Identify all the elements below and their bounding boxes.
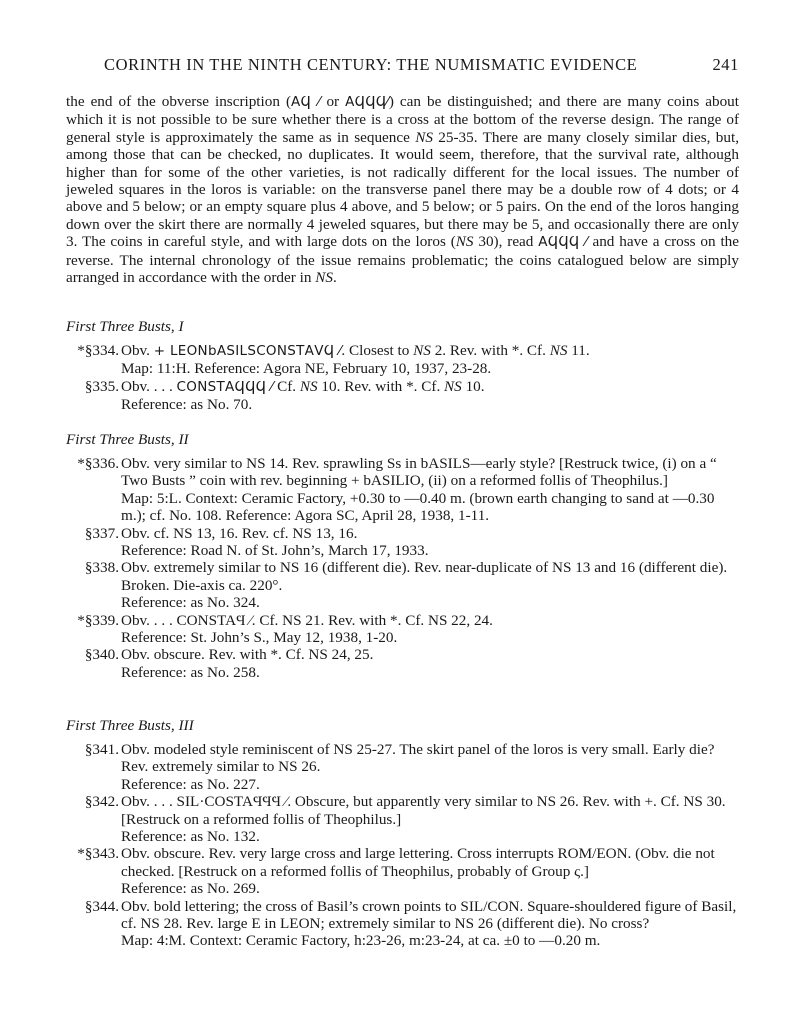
entry-reference: Reference: as No. 132. [121,828,260,846]
intro-text: or [320,93,346,110]
section-heading: First Three Busts, II [66,431,189,448]
entry-number: §338. [84,559,119,577]
ns-abbrev: NS [415,128,433,146]
entry-reference: Reference: as No. 70. [121,396,253,414]
entry-text: Obv. . . . SIL·COSΤΑϤϤϤ ⁄. Obscure, but apparently very similar to NS 26. Rev. with +. Cf. NS 30. [Restruck on a reformed follis of Theophilus.] [121,793,726,828]
entry-number: *§336. [77,455,119,472]
intro-text: ) can be distinguished; and there are many coins about which it is not possible to be sure whether there is a cross at the bottom of the reverse design. The range of general style is approximately the same as in sequence [66,93,739,146]
legend-text: + LEONbASILSCONSΤΑVϤ ⁄ [153,343,342,359]
entry-text: Obv. obscure. Rev. very large cross and large lettering. Cross interrupts ROM/EON. (Obv. die not checked. [Restruck on a reformed follis of Theophilus, probably of Group ς.] [121,845,715,880]
catalogue-entry [66,898,739,950]
entry-text: Obv. obscure. Rev. with *. Cf. NS 24, 25. [121,646,374,664]
ns-abbrev: NS [455,233,474,251]
entry-reference: Reference: as No. 324. [121,594,260,612]
entry-reference: Reference: St. John’s S., May 12, 1938, 1-20. [121,629,398,647]
entry-text: Obv. bold lettering; the cross of Basil’s crown points to SIL/CON. Square-shouldered figure of Basil, cf. NS 28. Rev. large E in LEON; extremely similar to NS 26 (different die). No cross? [121,897,737,933]
section-heading: First Three Busts, I [66,318,184,335]
entry-text [121,342,739,360]
entry-text-part: 10. Rev. with *. Cf. [317,377,445,395]
catalogue-entry [66,378,739,414]
catalogue-section [66,741,739,950]
legend-text: CONSΤΑϤϤϤ ⁄ [176,378,274,395]
catalogue-entry [66,342,739,378]
ns-abbrev: NS [299,377,318,395]
catalogue-entry [66,793,739,845]
catalogue-entry [66,612,739,647]
entry-number: §344. [84,897,119,915]
entry-reference: Map: 11:H. Reference: Agora NE, February 10, 1937, 23-28. [121,360,492,378]
catalogue-entry [66,646,739,681]
entry-text [121,378,739,396]
catalogue-entry [66,559,739,611]
intro-text: and have a cross on the reverse. The internal chronology of the issue remains problematic; the coins catalogued below are simply arranged in accordance with the order in [66,233,740,287]
intro-text: the end of the obverse inscription ( [66,93,292,110]
entry-number: §337. [84,524,119,542]
catalogue-section [66,342,739,414]
entry-number: *§334. [77,342,119,359]
entry-reference: Map: 4:M. Context: Ceramic Factory, h:23-26, m:23-24, at ca. ±0 to —0.20 m. [121,932,601,950]
entry-number: *§339. [77,611,119,629]
catalogue-entry [66,845,739,897]
entry-number: §341. [84,741,119,758]
legend-text: ΑϤϤϤ ⁄ [538,234,588,251]
catalogue-section [66,455,739,681]
entry-text-part: Obv. . . . [121,377,177,395]
entry-text-part: . Closest to [341,342,414,359]
intro-text: 30), read [473,233,539,251]
ns-abbrev: NS [315,269,333,287]
entry-reference: Reference: as No. 269. [121,880,260,898]
entry-reference: Reference: as No. 258. [121,663,260,681]
entry-text: Obv. . . . CONSΤΑϤ ⁄. Cf. NS 21. Rev. with *. Cf. NS 22, 24. [121,611,493,629]
entry-reference: Map: 5:L. Context: Ceramic Factory, +0.30 to —0.40 m. (brown earth changing to sand at —0.30 m.); cf. No. 108. Reference: Agora SC, April 28, 1938, 1-11. [121,489,715,525]
entry-text-part: 2. Rev. with *. Cf. [430,342,550,359]
ns-abbrev: NS [444,377,462,395]
intro-text: . [332,269,337,287]
entry-number: §342. [84,793,119,811]
entry-text-part: 10. [461,377,485,395]
entry-text: Obv. modeled style reminiscent of NS 25-27. The skirt panel of the loros is very small. Early die? Rev. extremely similar to NS 26. [121,741,715,776]
catalogue-entry [66,455,739,525]
entry-text-part: Obv. [121,342,154,359]
entry-text: Obv. extremely similar to NS 16 (different die). Rev. near-duplicate of NS 13 and 16 (different die). Broken. Die-axis ca. 220°. [121,559,728,594]
entry-reference: Reference: as No. 227. [121,775,260,793]
catalogue-entry [66,741,739,793]
page-number: 241 [712,55,739,74]
entry-number: §340. [84,646,119,664]
intro-paragraph [66,93,739,286]
entry-reference: Reference: Road N. of St. John’s, March 17, 1933. [121,542,429,560]
ns-abbrev: NS [413,342,431,359]
ns-abbrev: NS [549,342,568,359]
section-heading: First Three Busts, III [66,717,194,734]
legend-text: ΑϤϤϤ⁄ [345,94,389,110]
entry-number: *§343. [77,845,119,863]
running-title: CORINTH IN THE NINTH CENTURY: THE NUMISMATIC EVIDENCE [104,55,638,74]
entry-text-part: Cf. [273,377,300,395]
entry-text: Obv. very similar to NS 14. Rev. sprawling Ss in bASILS—early style? [Restruck twice, (i) on a “ Two Busts ” coin with rev. beginning + bASILIO, (ii) on a reformed follis of Theophilus.] [121,455,717,490]
entry-text-part: 11. [567,342,590,359]
legend-text: ΑϤ ⁄ [291,94,321,110]
catalogue-entry [66,525,739,560]
entry-number: §335. [84,377,119,395]
entry-text: Obv. cf. NS 13, 16. Rev. cf. NS 13, 16. [121,524,358,542]
intro-text: 25-35. There are many closely similar dies, but, among those that can be checked, no duplicates. It would seem, therefore, that the survival rate, although higher than for some of the other varieties, is not radically different for the local issues. The number of jeweled squares in the loros is variable: on the transverse panel there may be a double row of 4 dots; or 4 above and 5 below; or an empty square plus 4 above, and 5 below; or 5 pairs. On the end of the loros hanging down over the skirt there are normally 4 jeweled squares, but there may be 5, and occasionally there are only 3. The coins in careful style, and with large dots on the loros ( [66,128,739,251]
